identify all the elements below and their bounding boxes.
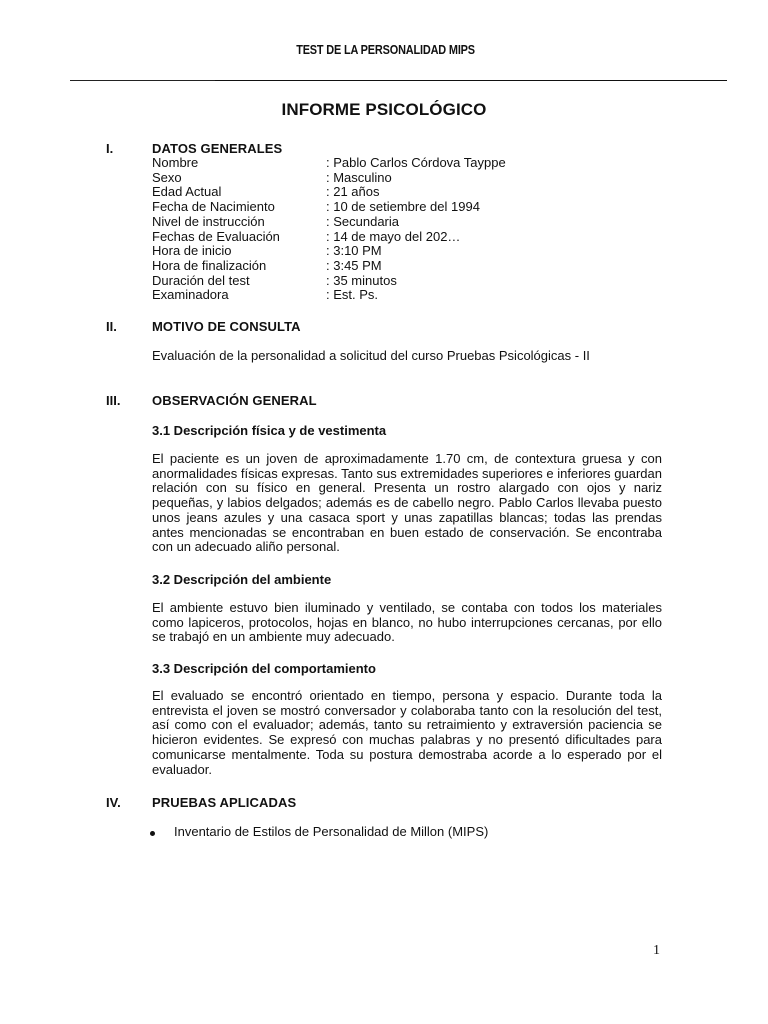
subsection-3-3-title: 3.3 Descripción del comportamiento (152, 661, 376, 676)
header-rule-accent (215, 80, 727, 81)
field-value-nivel-instruccion: : Secundaria (326, 213, 399, 229)
field-value-fechas-evaluacion: : 14 de mayo del 202… (326, 228, 461, 244)
subsection-3-3-paragraph: El evaluado se encontró orientado en tiempo, persona y espacio. Durante toda la entrevista el joven se mostró conversador y colaboraba tanto con la resolución del test, así como con el evaluador; además, tanto su retraimiento y extraversión paciencia se hicieron evidentes. Se expresó con muchas palabras y no presentó dificultades para comunicarse mentalmente. Toda su postura demostraba acorde a lo esperado por el evaluador. (152, 688, 662, 777)
field-value-hora-finalizacion: : 3:45 PM (326, 257, 382, 273)
field-value-fecha-nacimiento: : 10 de setiembre del 1994 (326, 199, 480, 215)
subsection-3-2-title: 3.2 Descripción del ambiente (152, 572, 332, 587)
subsection-3-1-paragraph: El paciente es un joven de aproximadamente 1.70 cm, de contextura gruesa y con anormalidades físicas expresas. Tanto sus extremidades superiores e inferiores guardan relación con su físico en general. Presenta un rostro alargado con ojos y nariz pequeñas, y labios delgados; además es de cabello negro. Pablo Carlos llevaba puesto unos jeans azules y una casaca sport y unas zapatillas blancas; todas las prendas antes mencionadas se encontraban en buen estado de conservación. Se encontraba con un adecuado aliño personal. (152, 451, 662, 555)
subsection-3-2-paragraph: El ambiente estuvo bien iluminado y ventilado, se contaba con todos los materiales como lapiceros, protocolos, hojas en blanco, no hubo interrupciones cercanas, por ello se trabajó en un ambiente muy adecuado. (152, 600, 662, 645)
field-value-duracion: : 35 minutos (326, 272, 397, 288)
field-value-examinadora: : Est. Ps. (326, 287, 379, 303)
field-label-fecha-nacimiento: Fecha de Nacimiento (152, 199, 275, 215)
bullet-icon (150, 831, 155, 836)
section-1-title: DATOS GENERALES (152, 141, 283, 156)
field-label-nombre: Nombre (152, 155, 199, 170)
field-value-sexo: : Masculino (326, 169, 392, 185)
document-title: INFORME PSICOLÓGICO (281, 100, 487, 119)
pruebas-list-item: Inventario de Estilos de Personalidad de Millon (MIPS) (174, 824, 489, 839)
field-label-fechas-evaluacion: Fechas de Evaluación (152, 228, 280, 244)
section-2-title: MOTIVO DE CONSULTA (152, 319, 301, 334)
field-label-nivel-instruccion: Nivel de instrucción (152, 213, 265, 229)
section-2-number: II. (106, 319, 117, 334)
field-label-examinadora: Examinadora (152, 287, 229, 303)
section-1-number: I. (106, 141, 114, 156)
section-3-title: OBSERVACIÓN GENERAL (152, 393, 317, 408)
section-4-number: IV. (106, 795, 121, 810)
section-3-number: III. (106, 393, 121, 408)
field-value-hora-inicio: : 3:10 PM (326, 243, 382, 259)
section-4-title: PRUEBAS APLICADAS (152, 795, 297, 810)
motivo-consulta-text: Evaluación de la personalidad a solicitud del curso Pruebas Psicológicas - II (152, 348, 590, 363)
field-value-nombre: : Pablo Carlos Córdova Tayppe (326, 155, 506, 170)
page-number: 1 (653, 943, 660, 958)
field-value-edad: : 21 años (326, 184, 380, 200)
field-label-hora-finalizacion: Hora de finalización (152, 257, 267, 273)
subsection-3-1-title: 3.1 Descripción física y de vestimenta (152, 423, 387, 438)
field-label-duracion: Duración del test (152, 272, 250, 288)
field-label-hora-inicio: Hora de inicio (152, 243, 232, 259)
field-label-sexo: Sexo (152, 169, 182, 185)
running-header: TEST DE LA PERSONALIDAD MIPS (296, 42, 475, 57)
field-label-edad: Edad Actual (152, 184, 222, 200)
